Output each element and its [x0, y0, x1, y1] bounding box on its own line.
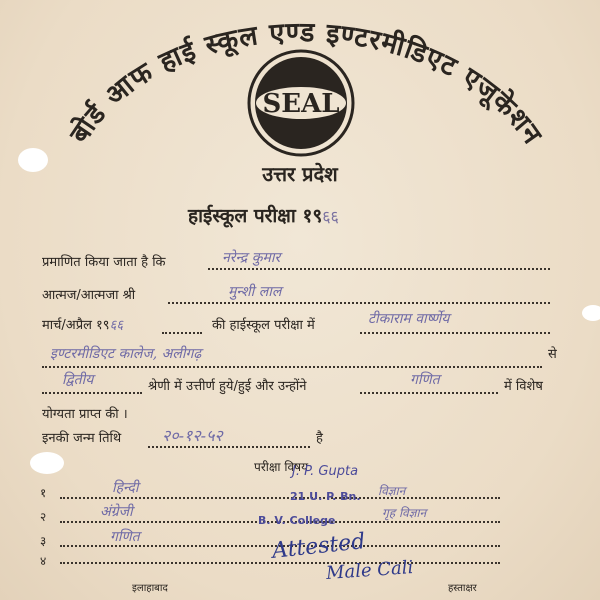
institution-line1: टीकाराम वार्ष्णेय	[368, 311, 450, 327]
attest-line1: Attested	[270, 529, 367, 564]
distinction-dotted-line	[360, 392, 498, 394]
stamp-name: J. P. Gupta	[292, 464, 359, 479]
institution2-dotted-line	[42, 366, 542, 368]
punch-hole-right	[582, 305, 600, 321]
punch-hole-bottom	[30, 452, 64, 474]
certify-label: प्रमाणित किया जाता है कि	[42, 255, 166, 270]
institution-dotted-line	[360, 332, 550, 334]
subjects-heading: परीक्षा विषय	[254, 460, 309, 474]
exam-title: हाईस्कूल परीक्षा १९	[188, 205, 323, 227]
seal-logo	[246, 48, 356, 158]
se-label: से	[548, 347, 557, 362]
stamp-line3: B. V. College	[258, 514, 336, 527]
month-label	[42, 315, 123, 333]
subject-line-1	[60, 497, 500, 499]
exam-label: की हाईस्कूल परीक्षा में	[212, 318, 315, 333]
candidate-name: नरेन्द्र कुमार	[222, 250, 281, 266]
month-label-text: मार्च/अप्रैल १९	[42, 318, 110, 333]
institution-line2: इण्टरमीडिएट कालेज, अलीगढ़	[50, 346, 202, 362]
distinction-label: में विशेष	[504, 379, 543, 394]
subject-item-3: गणित	[110, 529, 140, 545]
month-year-handwritten: ६६	[109, 318, 124, 333]
certify-dotted-line	[208, 268, 550, 270]
stamp-line2: 21 U. P. Bn.	[290, 490, 361, 503]
footer-right: हस्ताक्षर	[448, 583, 477, 594]
division-label: श्रेणी में उत्तीर्ण हुये/हुई और उन्होंने	[148, 379, 307, 394]
month-dotted-line	[162, 332, 202, 334]
dob-value: २०-१२-५२	[162, 426, 223, 445]
ability-label: योग्यता प्राप्त की ।	[42, 407, 128, 422]
subject-number-1: १	[40, 486, 47, 500]
board-name: बोर्ड आफ हाई स्कूल एण्ड इण्टरमीडिएट एजूकेशन	[64, 17, 548, 151]
parent-name: मुन्शी लाल	[228, 284, 282, 300]
subject-number-2: २	[40, 510, 47, 524]
subject-item-1: हिन्दी	[112, 480, 139, 496]
distinction-subject: गणित	[410, 372, 440, 388]
division-dotted-line	[42, 392, 142, 394]
state-name: उत्तर प्रदेश	[262, 162, 338, 186]
exam-title-row	[188, 202, 339, 228]
subject-right-item-2: गृह विज्ञान	[382, 506, 427, 520]
division-value: द्वितीय	[62, 372, 94, 388]
attest-line2: Male Cali	[325, 556, 414, 585]
subject-number-4: ४	[40, 554, 47, 568]
dob-suffix: है	[316, 431, 323, 446]
subject-number-3: ३	[40, 534, 47, 548]
exam-year-handwritten: ६६	[322, 207, 339, 226]
parent-label: आत्मज/आत्मजा श्री	[42, 288, 136, 303]
dob-dotted-line	[148, 446, 310, 448]
subject-right-item-1: विज्ञान	[378, 484, 406, 498]
dob-label: इनकी जन्म तिथि	[42, 431, 122, 446]
seal-text: SEAL	[262, 89, 340, 119]
subject-item-2: अंग्रेजी	[100, 504, 133, 520]
footer-left: इलाहाबाद	[132, 583, 168, 594]
parent-dotted-line	[168, 302, 550, 304]
